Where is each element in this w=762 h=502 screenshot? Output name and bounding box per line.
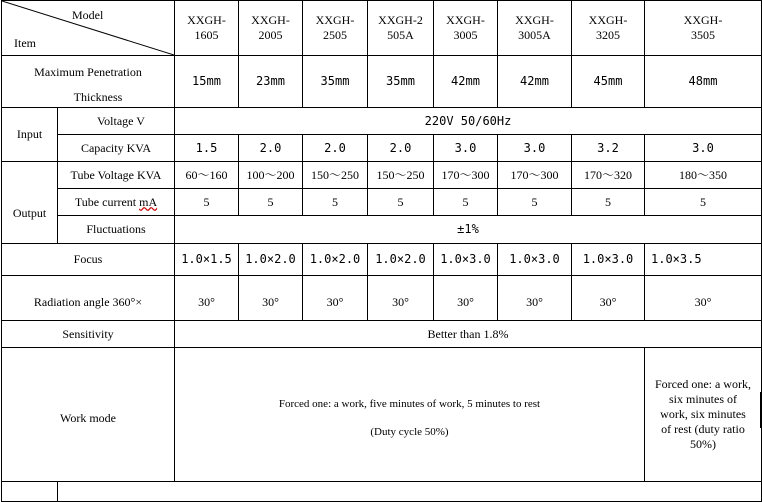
capacity-value: 3.0 <box>434 135 498 162</box>
penetration-value: 42mm <box>434 56 498 108</box>
work-mode-label: Work mode <box>2 348 175 482</box>
penetration-value: 15mm <box>175 56 239 108</box>
work-mode-last-line: six minutes of <box>669 392 737 406</box>
capacity-value: 3.2 <box>572 135 645 162</box>
input-group-label: Input <box>2 108 58 162</box>
penetration-row <box>2 56 762 108</box>
work-mode-row <box>2 348 762 482</box>
tube-voltage-value: 170～300 <box>498 162 572 189</box>
tube-voltage-value: 180～350 <box>645 162 762 189</box>
sensitivity-row <box>2 321 762 348</box>
model-item-corner-cell <box>2 1 175 56</box>
model-header-cell <box>645 1 762 56</box>
capacity-value: 2.0 <box>303 135 368 162</box>
tube-current-value: 5 <box>498 189 572 216</box>
tube-current-value: 5 <box>368 189 434 216</box>
radiation-value: 30° <box>175 276 239 321</box>
focus-value: 1.0×2.0 <box>368 244 434 276</box>
radiation-value: 30° <box>645 276 762 321</box>
focus-label: Focus <box>2 244 175 276</box>
penetration-label-cell <box>2 56 175 108</box>
page-edge-mark <box>760 392 761 428</box>
voltage-label: Voltage V <box>58 108 175 135</box>
model-name-line1: XXGH- <box>187 13 226 27</box>
work-mode-duty-text: (Duty cycle 50%) <box>370 425 449 438</box>
capacity-row <box>2 135 762 162</box>
cutoff-cell <box>58 482 762 502</box>
model-name-line2: 2505 <box>323 28 347 42</box>
radiation-value: 30° <box>368 276 434 321</box>
focus-value: 1.0×3.0 <box>572 244 645 276</box>
tube-current-row <box>2 189 762 216</box>
penetration-value: 35mm <box>368 56 434 108</box>
radiation-value: 30° <box>239 276 303 321</box>
model-header-label: Model <box>72 8 104 22</box>
model-name-line1: XXGH- <box>683 13 723 27</box>
tube-current-unit: mA <box>139 194 158 209</box>
penetration-value: 42mm <box>498 56 572 108</box>
tube-voltage-value: 170～300 <box>434 162 498 189</box>
radiation-value: 30° <box>572 276 645 321</box>
tube-current-value: 5 <box>645 189 762 216</box>
tube-current-value: 5 <box>434 189 498 216</box>
capacity-label: Capacity KVA <box>58 135 175 162</box>
work-mode-main-cell <box>175 348 645 482</box>
model-header-cell <box>498 1 572 56</box>
model-header-cell <box>239 1 303 56</box>
output-group-label: Output <box>2 162 58 244</box>
tube-voltage-value: 150～250 <box>368 162 434 189</box>
sensitivity-label: Sensitivity <box>2 321 175 348</box>
tube-current-value: 5 <box>572 189 645 216</box>
radiation-label: Radiation angle 360°× <box>2 276 175 321</box>
model-name-line1: XXGH- <box>515 13 554 27</box>
tube-voltage-value: 150～250 <box>303 162 368 189</box>
focus-value: 1.0×3.0 <box>498 244 572 276</box>
penetration-value: 23mm <box>239 56 303 108</box>
focus-row <box>2 244 762 276</box>
tube-current-value: 5 <box>175 189 239 216</box>
model-header-cell <box>303 1 368 56</box>
work-mode-main-text: Forced one: a work, five minutes of work, 5 minutes to rest <box>278 397 541 410</box>
radiation-value: 30° <box>434 276 498 321</box>
tube-current-label <box>58 189 175 216</box>
focus-value: 1.0×2.0 <box>239 244 303 276</box>
focus-value: 1.0×1.5 <box>175 244 239 276</box>
model-name-line1: XXGH- <box>251 13 290 27</box>
model-name-line1: XXGH- <box>446 13 485 27</box>
penetration-value: 45mm <box>572 56 645 108</box>
penetration-value: 48mm <box>645 56 762 108</box>
tube-voltage-value: 100～200 <box>239 162 303 189</box>
model-header-cell <box>434 1 498 56</box>
model-name-line1: XXGH- <box>588 13 628 27</box>
model-name-line2: 1605 <box>194 28 219 42</box>
capacity-value: 2.0 <box>239 135 303 162</box>
cutoff-row <box>2 482 762 502</box>
model-header-cell <box>368 1 434 56</box>
tube-voltage-label: Tube Voltage KVA <box>58 162 175 189</box>
cutoff-cell <box>2 482 58 502</box>
fluctuations-label: Fluctuations <box>58 216 175 244</box>
model-name-line2: 3505 <box>691 28 715 42</box>
sensitivity-value: Better than 1.8% <box>175 321 762 348</box>
spec-table <box>1 0 762 502</box>
voltage-row <box>2 108 762 135</box>
tube-voltage-value: 170～320 <box>572 162 645 189</box>
tube-current-value: 5 <box>239 189 303 216</box>
focus-value: 1.0×3.0 <box>434 244 498 276</box>
work-mode-last-line: work, six minutes <box>660 407 746 421</box>
work-mode-last-line: Forced one: a work, <box>655 377 751 391</box>
model-header-cell <box>175 1 239 56</box>
focus-value: 1.0×2.0 <box>303 244 368 276</box>
fluctuations-value: ±1% <box>175 216 762 244</box>
model-name-line2: 3005A <box>518 28 551 42</box>
radiation-value: 30° <box>498 276 572 321</box>
work-mode-last-line: 50%) <box>690 437 716 451</box>
work-mode-last-line: of rest (duty ratio <box>661 422 745 436</box>
radiation-row <box>2 276 762 321</box>
tube-current-label-text: Tube current <box>74 194 140 209</box>
model-name-line1: XXGH-2 <box>378 13 423 27</box>
focus-value: 1.0×3.5 <box>645 244 762 276</box>
model-header-cell <box>572 1 645 56</box>
penetration-label-line2: Thickness <box>73 89 123 104</box>
tube-voltage-value: 60～160 <box>175 162 239 189</box>
model-name-line2: 2005 <box>258 28 283 42</box>
capacity-value: 3.0 <box>645 135 762 162</box>
model-name-line2: 3005 <box>453 28 478 42</box>
capacity-value: 2.0 <box>368 135 434 162</box>
radiation-value: 30° <box>303 276 368 321</box>
penetration-value: 35mm <box>303 56 368 108</box>
tube-voltage-row <box>2 162 762 189</box>
item-header-label: Item <box>14 36 36 50</box>
penetration-label-line1: Maximum Penetration <box>34 64 142 79</box>
fluctuations-row <box>2 216 762 244</box>
header-row <box>2 1 762 56</box>
work-mode-last-cell <box>645 348 762 482</box>
tube-current-value: 5 <box>303 189 368 216</box>
capacity-value: 1.5 <box>175 135 239 162</box>
capacity-value: 3.0 <box>498 135 572 162</box>
model-name-line2: 3205 <box>596 28 620 42</box>
model-name-line2: 505A <box>387 28 414 42</box>
voltage-value: 220V 50/60Hz <box>175 108 762 135</box>
model-name-line1: XXGH- <box>315 13 355 27</box>
